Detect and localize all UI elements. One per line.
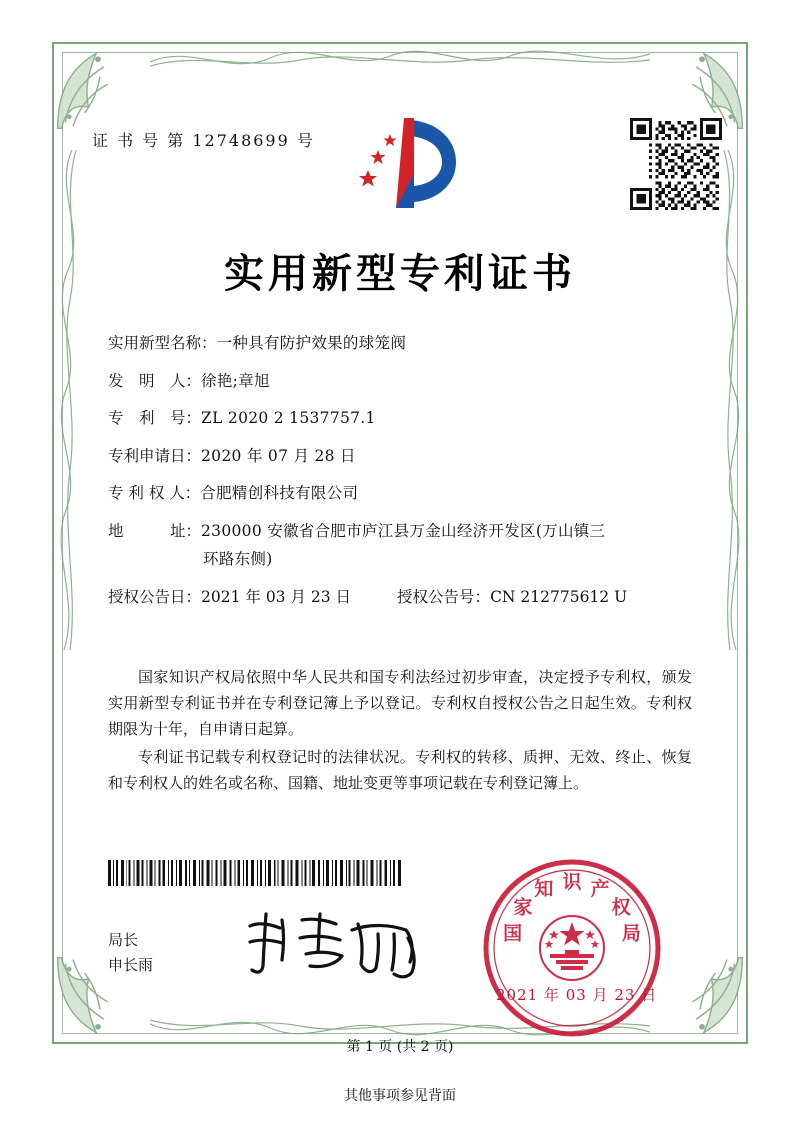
certificate-number: 证 书 号 第 12748699 号 (92, 131, 315, 150)
barcode-icon (108, 860, 404, 886)
fields-list (108, 336, 708, 627)
field-inventor (108, 371, 708, 390)
field-application-date (108, 446, 708, 465)
signature-labels (108, 928, 153, 978)
field-second-label: 授权公告号： (397, 587, 491, 606)
director-title-label: 局长 (108, 931, 139, 949)
body-paragraph-1: 国家知识产权局依照中华人民共和国专利法经过初步审查，决定授予专利权，颁发实用新型专利证书并在专利登记簿上予以登记。专利权自授权公告之日起生效。专利权期限为十年，自申请日起算。 (108, 668, 692, 738)
svg-text:识: 识 (562, 871, 582, 893)
field-value: 230000 安徽省合肥市庐江县万金山经济开发区(万山镇三 (201, 521, 606, 540)
footer-note: 其他事项参见背面 (344, 1088, 456, 1104)
svg-text:知: 知 (534, 878, 554, 901)
field-value-continued: 环路东侧) (203, 550, 273, 568)
field-utility-model-name (108, 336, 708, 352)
field-patent-number (108, 411, 708, 427)
field-value: 2020 年 07 月 28 日 (201, 446, 356, 465)
cnipa-logo-icon (352, 112, 464, 214)
field-value: 一种具有防护效果的球笼阀 (216, 334, 407, 352)
svg-text:权: 权 (611, 896, 631, 919)
field-label: 专利申请日： (108, 446, 202, 465)
field-patentee (108, 486, 708, 502)
field-label: 实用新型名称： (108, 334, 217, 352)
svg-text:产: 产 (590, 878, 610, 901)
field-value-wrapper (201, 521, 708, 568)
director-name-label: 申长雨 (108, 956, 154, 974)
field-value: 2021 年 03 月 23 日 (201, 587, 352, 606)
field-second-value: CN 212775612 U (490, 587, 628, 606)
field-value: 徐艳;章旭 (201, 371, 270, 390)
field-label: 专 利 权 人： (108, 484, 201, 502)
field-grant-announcement (108, 587, 708, 606)
svg-text:国: 国 (503, 922, 523, 945)
field-value: 合肥精创科技有限公司 (200, 484, 359, 502)
body-text (108, 664, 692, 798)
svg-text:家: 家 (513, 896, 533, 919)
page-title: 实用新型专利证书 (224, 250, 576, 297)
field-label: 授权公告日： (108, 587, 202, 606)
qr-code-icon (630, 118, 722, 210)
body-paragraph-2: 专利证书记载专利权登记时的法律状况。专利权的转移、质押、无效、终止、恢复和专利权人的姓名或名称、国籍、地址变更等事项记载在专利登记簿上。 (108, 748, 692, 792)
field-label: 发 明 人： (108, 371, 202, 390)
page-number: 第 1 页 (共 2 页) (346, 1039, 454, 1055)
field-address (108, 521, 708, 568)
field-label: 专 利 号： (108, 409, 202, 427)
seal-date: 2021 年 03 月 23 日 (496, 986, 658, 1004)
field-value: ZL 2020 2 1537757.1 (201, 409, 376, 427)
field-label: 地 址： (108, 521, 202, 540)
svg-text:局: 局 (621, 922, 641, 945)
official-seal-icon (480, 856, 664, 1040)
handwritten-signature-icon (236, 908, 426, 980)
